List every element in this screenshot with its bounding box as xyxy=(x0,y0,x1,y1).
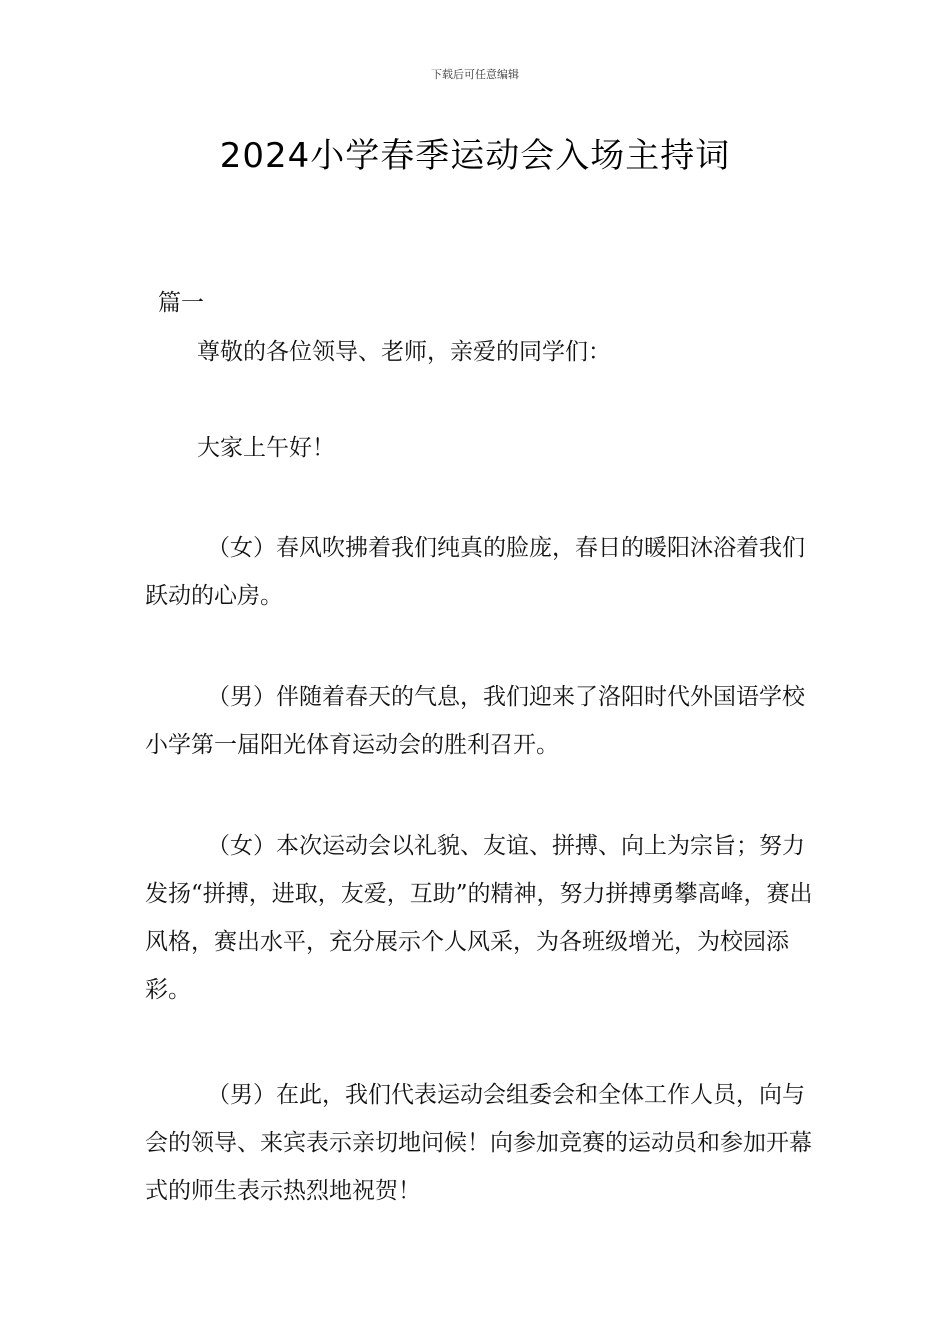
paragraph-greeting: 尊敬的各位领导、老师，亲爱的同学们： xyxy=(197,339,611,365)
section-label: 篇一 xyxy=(158,290,204,316)
document-title: 2024小学春季运动会入场主持词 xyxy=(219,136,731,176)
paragraph-male-1: （男）伴随着春天的气息，我们迎来了洛阳时代外国语学校小学第一届阳光体育运动会的胜利召开。 xyxy=(145,684,805,758)
paragraph-female-1: （女）春风吹拂着我们纯真的脸庞，春日的暖阳沐浴着我们跃动的心房。 xyxy=(145,535,805,609)
paragraph-male-2: （男）在此，我们代表运动会组委会和全体工作人员，向与会的领导、来宾表示亲切地问候！向参加竞赛的运动员和参加开幕式的师生表示热烈地祝贺！ xyxy=(145,1082,812,1204)
paragraph-good-morning: 大家上午好！ xyxy=(197,435,335,461)
page-header-note: 下载后可任意编辑 xyxy=(431,68,519,81)
paragraph-female-2: （女）本次运动会以礼貌、友谊、拼搏、向上为宗旨；努力发扬“拼搏，进取，友爱，互助”的精神，努力拼搏勇攀高峰，赛出风格，赛出水平，充分展示个人风采，为各班级增光，为校园添彩。 xyxy=(145,833,813,1003)
